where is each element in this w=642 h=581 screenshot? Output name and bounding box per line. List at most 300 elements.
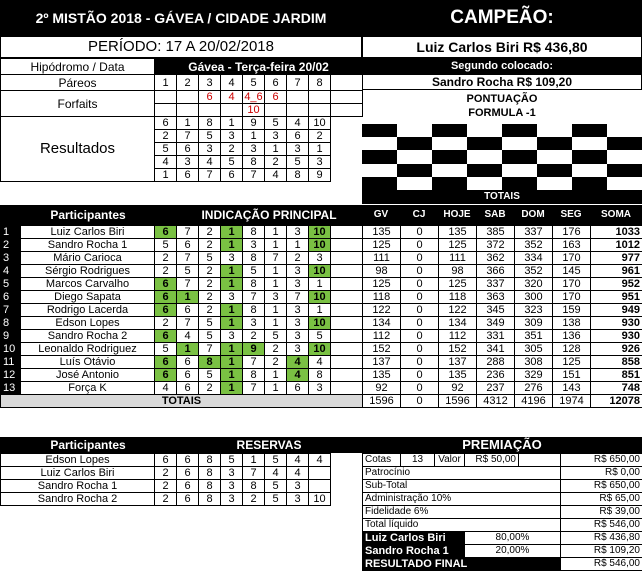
pick-cell: 7 <box>265 252 287 265</box>
pick-cell: 3 <box>287 304 309 317</box>
stat-hoje: 137 <box>439 356 477 369</box>
reserva-pick: 5 <box>265 454 287 467</box>
reserva-pick: 3 <box>287 493 309 506</box>
stat-sab: 237 <box>477 382 515 395</box>
pick-cell: 2 <box>287 252 309 265</box>
stat-hoje: 112 <box>439 330 477 343</box>
stat-seg: 145 <box>553 265 591 278</box>
pick-cell: 7 <box>177 317 199 330</box>
pick-cell: 3 <box>287 226 309 239</box>
participant-name: Sandro Rocha 1 <box>21 239 155 252</box>
reserva-pick: 7 <box>243 467 265 480</box>
reserva-pick: 1 <box>243 454 265 467</box>
pick-cell: 2 <box>265 356 287 369</box>
forfait-cell: 6 <box>199 91 221 104</box>
participant-row[interactable] <box>1 226 642 239</box>
pick-cell: 1 <box>221 356 243 369</box>
participant-number: 10 <box>1 343 21 356</box>
reserva-pick: 6 <box>177 493 199 506</box>
pick-cell: 1 <box>287 239 309 252</box>
race-info-table <box>0 58 363 182</box>
reserva-name: Edson Lopes <box>1 454 155 467</box>
participant-name: Edson Lopes <box>21 317 155 330</box>
stat-cj: 0 <box>401 343 439 356</box>
segundo-label: Segundo colocado: <box>362 58 642 74</box>
stat-sab: 341 <box>477 343 515 356</box>
totais-hoje: 1596 <box>439 395 477 408</box>
pick-cell: 10 <box>309 239 331 252</box>
reserva-row[interactable] <box>1 480 363 493</box>
stat-dom: 276 <box>515 382 553 395</box>
pick-cell: 6 <box>287 382 309 395</box>
stat-hoje: 118 <box>439 291 477 304</box>
pick-cell: 10 <box>309 317 331 330</box>
pick-cell: 5 <box>155 343 177 356</box>
resultado-cell: 10 <box>309 117 331 130</box>
resultado-cell: 1 <box>309 143 331 156</box>
pick-cell: 3 <box>265 291 287 304</box>
pick-cell: 7 <box>243 382 265 395</box>
participantes-header: Participantes <box>50 208 126 222</box>
participant-number: 3 <box>1 252 21 265</box>
pick-cell: 2 <box>155 252 177 265</box>
stat-dom: 323 <box>515 304 553 317</box>
resultado-cell: 8 <box>199 117 221 130</box>
forfait-cell <box>177 91 199 104</box>
stat-cj: 0 <box>401 304 439 317</box>
stat-gv: 92 <box>363 382 401 395</box>
pick-cell: 1 <box>265 317 287 330</box>
stat-gv: 134 <box>363 317 401 330</box>
checkered-flag <box>362 124 642 190</box>
pick-cell: 2 <box>155 265 177 278</box>
pick-cell: 1 <box>221 317 243 330</box>
pick-cell: 1 <box>309 304 331 317</box>
pick-cell: 7 <box>177 278 199 291</box>
reserva-row[interactable] <box>1 454 363 467</box>
resultado-cell: 5 <box>265 117 287 130</box>
hipodromo-label: Hipódromo / Data <box>1 59 155 75</box>
pick-cell: 1 <box>265 239 287 252</box>
participant-number: 13 <box>1 382 21 395</box>
premiacao-table <box>362 453 642 571</box>
participant-name: Leonaldo Rodriguez <box>21 343 155 356</box>
participant-number: 1 <box>1 226 21 239</box>
pick-cell: 4 <box>309 356 331 369</box>
stat-dom: 300 <box>515 291 553 304</box>
pick-cell: 1 <box>221 369 243 382</box>
premiacao-label: Fidelidade 6% <box>363 506 561 519</box>
totais-dom: 4196 <box>515 395 553 408</box>
reserva-name: Luiz Carlos Biri <box>1 467 155 480</box>
pick-cell: 3 <box>221 252 243 265</box>
stat-soma: 926 <box>591 343 642 356</box>
stat-gv: 111 <box>363 252 401 265</box>
resultado-cell: 4 <box>287 117 309 130</box>
stat-gv: 135 <box>363 369 401 382</box>
resultado-cell: 1 <box>155 169 177 182</box>
page-title: 2º MISTÃO 2018 - GÁVEA / CIDADE JARDIM <box>0 0 362 36</box>
pick-cell: 8 <box>243 226 265 239</box>
resultado-cell: 2 <box>221 143 243 156</box>
stat-hoje: 125 <box>439 278 477 291</box>
stat-dom: 305 <box>515 343 553 356</box>
stat-gv: 122 <box>363 304 401 317</box>
pick-cell: 1 <box>221 343 243 356</box>
stat-header-seg: SEG <box>560 209 582 220</box>
resultado-cell: 5 <box>199 130 221 143</box>
cotas-value: 13 <box>401 454 435 467</box>
hipodromo-value: Gávea - Terça-feira 20/02 <box>155 59 363 75</box>
stat-seg: 170 <box>553 278 591 291</box>
stat-header-dom: DOM <box>521 209 545 220</box>
stat-hoje: 92 <box>439 382 477 395</box>
stat-dom: 308 <box>515 356 553 369</box>
pick-cell: 2 <box>199 226 221 239</box>
stat-sab: 236 <box>477 369 515 382</box>
stat-soma: 858 <box>591 356 642 369</box>
stat-cj: 0 <box>401 265 439 278</box>
stat-cj: 0 <box>401 239 439 252</box>
stat-gv: 137 <box>363 356 401 369</box>
pick-cell: 3 <box>287 317 309 330</box>
participant-row[interactable] <box>1 304 642 317</box>
stat-sab: 385 <box>477 226 515 239</box>
stat-gv: 152 <box>363 343 401 356</box>
reserva-pick: 2 <box>155 480 177 493</box>
stat-cj: 0 <box>401 382 439 395</box>
reserva-name: Sandro Rocha 1 <box>1 480 155 493</box>
stat-soma: 930 <box>591 330 642 343</box>
pick-cell: 7 <box>177 226 199 239</box>
forfait-cell: 6 <box>265 91 287 104</box>
pick-cell: 4 <box>155 382 177 395</box>
totais-row <box>1 395 642 408</box>
winner-pct: 80,00% <box>465 532 561 545</box>
pick-cell: 6 <box>155 278 177 291</box>
stat-soma: 951 <box>591 291 642 304</box>
pick-cell: 7 <box>243 356 265 369</box>
reserva-pick: 5 <box>265 480 287 493</box>
pick-cell: 8 <box>243 369 265 382</box>
stat-header-gv: GV <box>373 209 389 220</box>
premiacao-label: Patrocínio <box>363 467 561 480</box>
pick-cell: 7 <box>287 291 309 304</box>
stat-gv: 135 <box>363 226 401 239</box>
stat-soma: 748 <box>591 382 642 395</box>
premiacao-value: R$ 0,00 <box>561 467 642 480</box>
stat-sab: 288 <box>477 356 515 369</box>
winner-pct: 20,00% <box>465 545 561 558</box>
periodo: PERÍODO: 17 A 20/02/2018 <box>0 36 362 58</box>
participant-name: Luiz Carlos Biri <box>21 226 155 239</box>
resultado-cell: 6 <box>177 143 199 156</box>
resultado-cell: 3 <box>243 143 265 156</box>
stat-sab: 366 <box>477 265 515 278</box>
campeao-value: Luiz Carlos Biri R$ 436,80 <box>362 36 642 58</box>
participant-name: Força K <box>21 382 155 395</box>
stat-sab: 362 <box>477 252 515 265</box>
stat-sab: 331 <box>477 330 515 343</box>
reserva-pick: 6 <box>177 467 199 480</box>
pick-cell: 1 <box>177 343 199 356</box>
stat-cj: 0 <box>401 356 439 369</box>
forfait-cell <box>309 104 331 117</box>
stat-dom: 320 <box>515 278 553 291</box>
reservas-table <box>0 453 363 506</box>
participant-row[interactable] <box>1 330 642 343</box>
pick-cell: 6 <box>155 291 177 304</box>
winner-value: R$ 109,20 <box>561 545 642 558</box>
reservas-header: RESERVAS <box>236 438 302 452</box>
totais-label: TOTAIS <box>1 395 363 408</box>
reserva-pick: 8 <box>199 467 221 480</box>
pick-cell: 3 <box>287 330 309 343</box>
reserva-pick: 3 <box>221 467 243 480</box>
resultado-cell: 3 <box>287 143 309 156</box>
pick-cell: 10 <box>309 291 331 304</box>
stat-cj: 0 <box>401 369 439 382</box>
stat-header-cj: CJ <box>412 209 426 220</box>
participant-row[interactable] <box>1 317 642 330</box>
forfait-cell <box>309 91 331 104</box>
participant-number: 4 <box>1 265 21 278</box>
pick-cell: 6 <box>177 356 199 369</box>
resultado-cell: 1 <box>221 117 243 130</box>
pick-cell: 1 <box>221 304 243 317</box>
pick-cell: 2 <box>199 239 221 252</box>
stat-sab: 345 <box>477 304 515 317</box>
premiacao-value: R$ 39,00 <box>561 506 642 519</box>
reserva-pick <box>309 480 331 493</box>
pareo-2: 2 <box>177 75 199 91</box>
stat-soma: 1033 <box>591 226 642 239</box>
participant-row[interactable] <box>1 369 642 382</box>
pick-cell: 10 <box>309 265 331 278</box>
reserva-pick: 2 <box>243 493 265 506</box>
cotas-total: R$ 650,00 <box>561 454 642 467</box>
stat-sab: 372 <box>477 239 515 252</box>
participant-name: Marcos Carvalho <box>21 278 155 291</box>
participant-row[interactable] <box>1 291 642 304</box>
reserva-row[interactable] <box>1 493 363 506</box>
participant-number: 9 <box>1 330 21 343</box>
resultado-cell: 7 <box>243 169 265 182</box>
forfait-cell <box>287 91 309 104</box>
pick-cell: 1 <box>221 265 243 278</box>
stat-seg: 170 <box>553 252 591 265</box>
stat-sab: 349 <box>477 317 515 330</box>
stat-hoje: 152 <box>439 343 477 356</box>
stat-hoje: 135 <box>439 226 477 239</box>
reserva-pick: 8 <box>199 480 221 493</box>
resultado-cell: 3 <box>309 156 331 169</box>
pick-cell: 1 <box>221 278 243 291</box>
participant-name: José Antonio <box>21 369 155 382</box>
forfait-cell <box>265 104 287 117</box>
pick-cell: 2 <box>199 291 221 304</box>
resultado-cell: 3 <box>199 143 221 156</box>
pick-cell: 3 <box>287 265 309 278</box>
stat-soma: 1012 <box>591 239 642 252</box>
totais-sab: 4312 <box>477 395 515 408</box>
pick-cell: 1 <box>309 278 331 291</box>
participant-row[interactable] <box>1 356 642 369</box>
stat-soma: 952 <box>591 278 642 291</box>
pick-cell: 4 <box>287 356 309 369</box>
stat-seg: 163 <box>553 239 591 252</box>
segundo-value: Sandro Rocha R$ 109,20 <box>362 74 642 90</box>
stat-hoje: 111 <box>439 252 477 265</box>
pick-cell: 10 <box>309 343 331 356</box>
pick-cell: 6 <box>177 382 199 395</box>
resultado-cell: 6 <box>177 169 199 182</box>
resultado-cell: 9 <box>309 169 331 182</box>
pick-cell: 8 <box>309 369 331 382</box>
cotas-label: Cotas <box>363 454 401 467</box>
resultado-cell: 1 <box>243 130 265 143</box>
pick-cell: 3 <box>221 330 243 343</box>
participant-name: Luís Otávio <box>21 356 155 369</box>
stat-seg: 125 <box>553 356 591 369</box>
pick-cell: 3 <box>309 252 331 265</box>
pick-cell: 1 <box>265 265 287 278</box>
participant-row[interactable] <box>1 265 642 278</box>
resultado-cell: 4 <box>199 156 221 169</box>
reserva-pick: 4 <box>265 467 287 480</box>
pick-cell: 7 <box>199 343 221 356</box>
forfait-cell <box>155 91 177 104</box>
participant-name: Sandro Rocha 2 <box>21 330 155 343</box>
premiacao-value: R$ 546,00 <box>561 519 642 532</box>
pick-cell: 5 <box>155 239 177 252</box>
reserva-pick: 2 <box>155 467 177 480</box>
resultado-cell: 9 <box>243 117 265 130</box>
pick-cell: 5 <box>199 317 221 330</box>
forfait-cell <box>221 104 243 117</box>
winner-name: Sandro Rocha 1 <box>363 545 465 558</box>
reserva-pick: 3 <box>221 493 243 506</box>
totais-soma: 12078 <box>591 395 642 408</box>
resultado-cell: 3 <box>265 130 287 143</box>
stat-soma: 961 <box>591 265 642 278</box>
pareo-3: 3 <box>199 75 221 91</box>
pick-cell: 2 <box>199 382 221 395</box>
participant-number: 5 <box>1 278 21 291</box>
stat-cj: 0 <box>401 317 439 330</box>
pick-cell: 6 <box>155 330 177 343</box>
stat-gv: 118 <box>363 291 401 304</box>
forfait-cell <box>199 104 221 117</box>
stat-sab: 337 <box>477 278 515 291</box>
pareo-5: 5 <box>243 75 265 91</box>
participants-table <box>0 225 642 408</box>
stat-soma: 930 <box>591 317 642 330</box>
participant-number: 2 <box>1 239 21 252</box>
pareos-label: Páreos <box>1 75 155 91</box>
stat-seg: 170 <box>553 291 591 304</box>
pareo-7: 7 <box>287 75 309 91</box>
pareo-8: 8 <box>309 75 331 91</box>
reserva-pick: 8 <box>199 454 221 467</box>
stat-header-hoje: HOJE <box>443 209 471 220</box>
participant-row[interactable] <box>1 252 642 265</box>
stat-dom: 334 <box>515 252 553 265</box>
participant-row[interactable] <box>1 382 642 395</box>
reserva-pick: 10 <box>309 493 331 506</box>
participant-name: Sérgio Rodrigues <box>21 265 155 278</box>
reserva-pick: 4 <box>287 454 309 467</box>
pick-cell: 8 <box>243 304 265 317</box>
pick-cell: 5 <box>243 265 265 278</box>
stat-headers <box>362 205 642 225</box>
stat-header-soma: SOMA <box>601 209 631 220</box>
reserva-pick: 4 <box>309 454 331 467</box>
participant-row[interactable] <box>1 278 642 291</box>
stat-hoje: 122 <box>439 304 477 317</box>
pick-cell: 6 <box>155 369 177 382</box>
winner-value: R$ 436,80 <box>561 532 642 545</box>
pareo-6: 6 <box>265 75 287 91</box>
stat-header-sab: SAB <box>484 209 506 220</box>
pick-cell: 3 <box>287 343 309 356</box>
pick-cell: 3 <box>309 382 331 395</box>
stat-hoje: 98 <box>439 265 477 278</box>
premiacao-value: R$ 650,00 <box>561 480 642 493</box>
reserva-pick: 6 <box>155 454 177 467</box>
pick-cell: 4 <box>177 330 199 343</box>
pick-cell: 3 <box>243 239 265 252</box>
pick-cell: 5 <box>199 330 221 343</box>
participant-name: Rodrigo Lacerda <box>21 304 155 317</box>
stat-hoje: 125 <box>439 239 477 252</box>
stat-hoje: 134 <box>439 317 477 330</box>
stat-gv: 112 <box>363 330 401 343</box>
forfait-cell: 4 <box>221 91 243 104</box>
stat-dom: 351 <box>515 330 553 343</box>
reserva-pick: 2 <box>155 493 177 506</box>
resultado-cell: 7 <box>177 130 199 143</box>
pick-cell: 2 <box>199 278 221 291</box>
participant-row[interactable] <box>1 239 642 252</box>
pick-cell: 1 <box>221 382 243 395</box>
pick-cell: 3 <box>243 317 265 330</box>
totais-gv: 1596 <box>363 395 401 408</box>
participant-name: Mário Carioca <box>21 252 155 265</box>
resultado-cell: 1 <box>265 143 287 156</box>
reserva-row[interactable] <box>1 467 363 480</box>
reserva-pick <box>309 467 331 480</box>
pick-cell: 2 <box>199 265 221 278</box>
stat-dom: 352 <box>515 239 553 252</box>
pick-cell: 9 <box>243 343 265 356</box>
stat-cj: 0 <box>401 252 439 265</box>
reserva-pick: 5 <box>221 454 243 467</box>
participant-number: 6 <box>1 291 21 304</box>
resultado-cell: 2 <box>309 130 331 143</box>
resultado-final-value: R$ 546,00 <box>561 558 642 571</box>
resultado-cell: 8 <box>243 156 265 169</box>
reserva-pick: 4 <box>287 467 309 480</box>
resultado-cell: 6 <box>287 130 309 143</box>
participant-number: 12 <box>1 369 21 382</box>
pick-cell: 7 <box>243 291 265 304</box>
reserva-pick: 3 <box>287 480 309 493</box>
participant-row[interactable] <box>1 343 642 356</box>
forfait-cell <box>155 104 177 117</box>
forfait-cell: 4_6 <box>244 91 263 103</box>
stat-cj: 0 <box>401 330 439 343</box>
